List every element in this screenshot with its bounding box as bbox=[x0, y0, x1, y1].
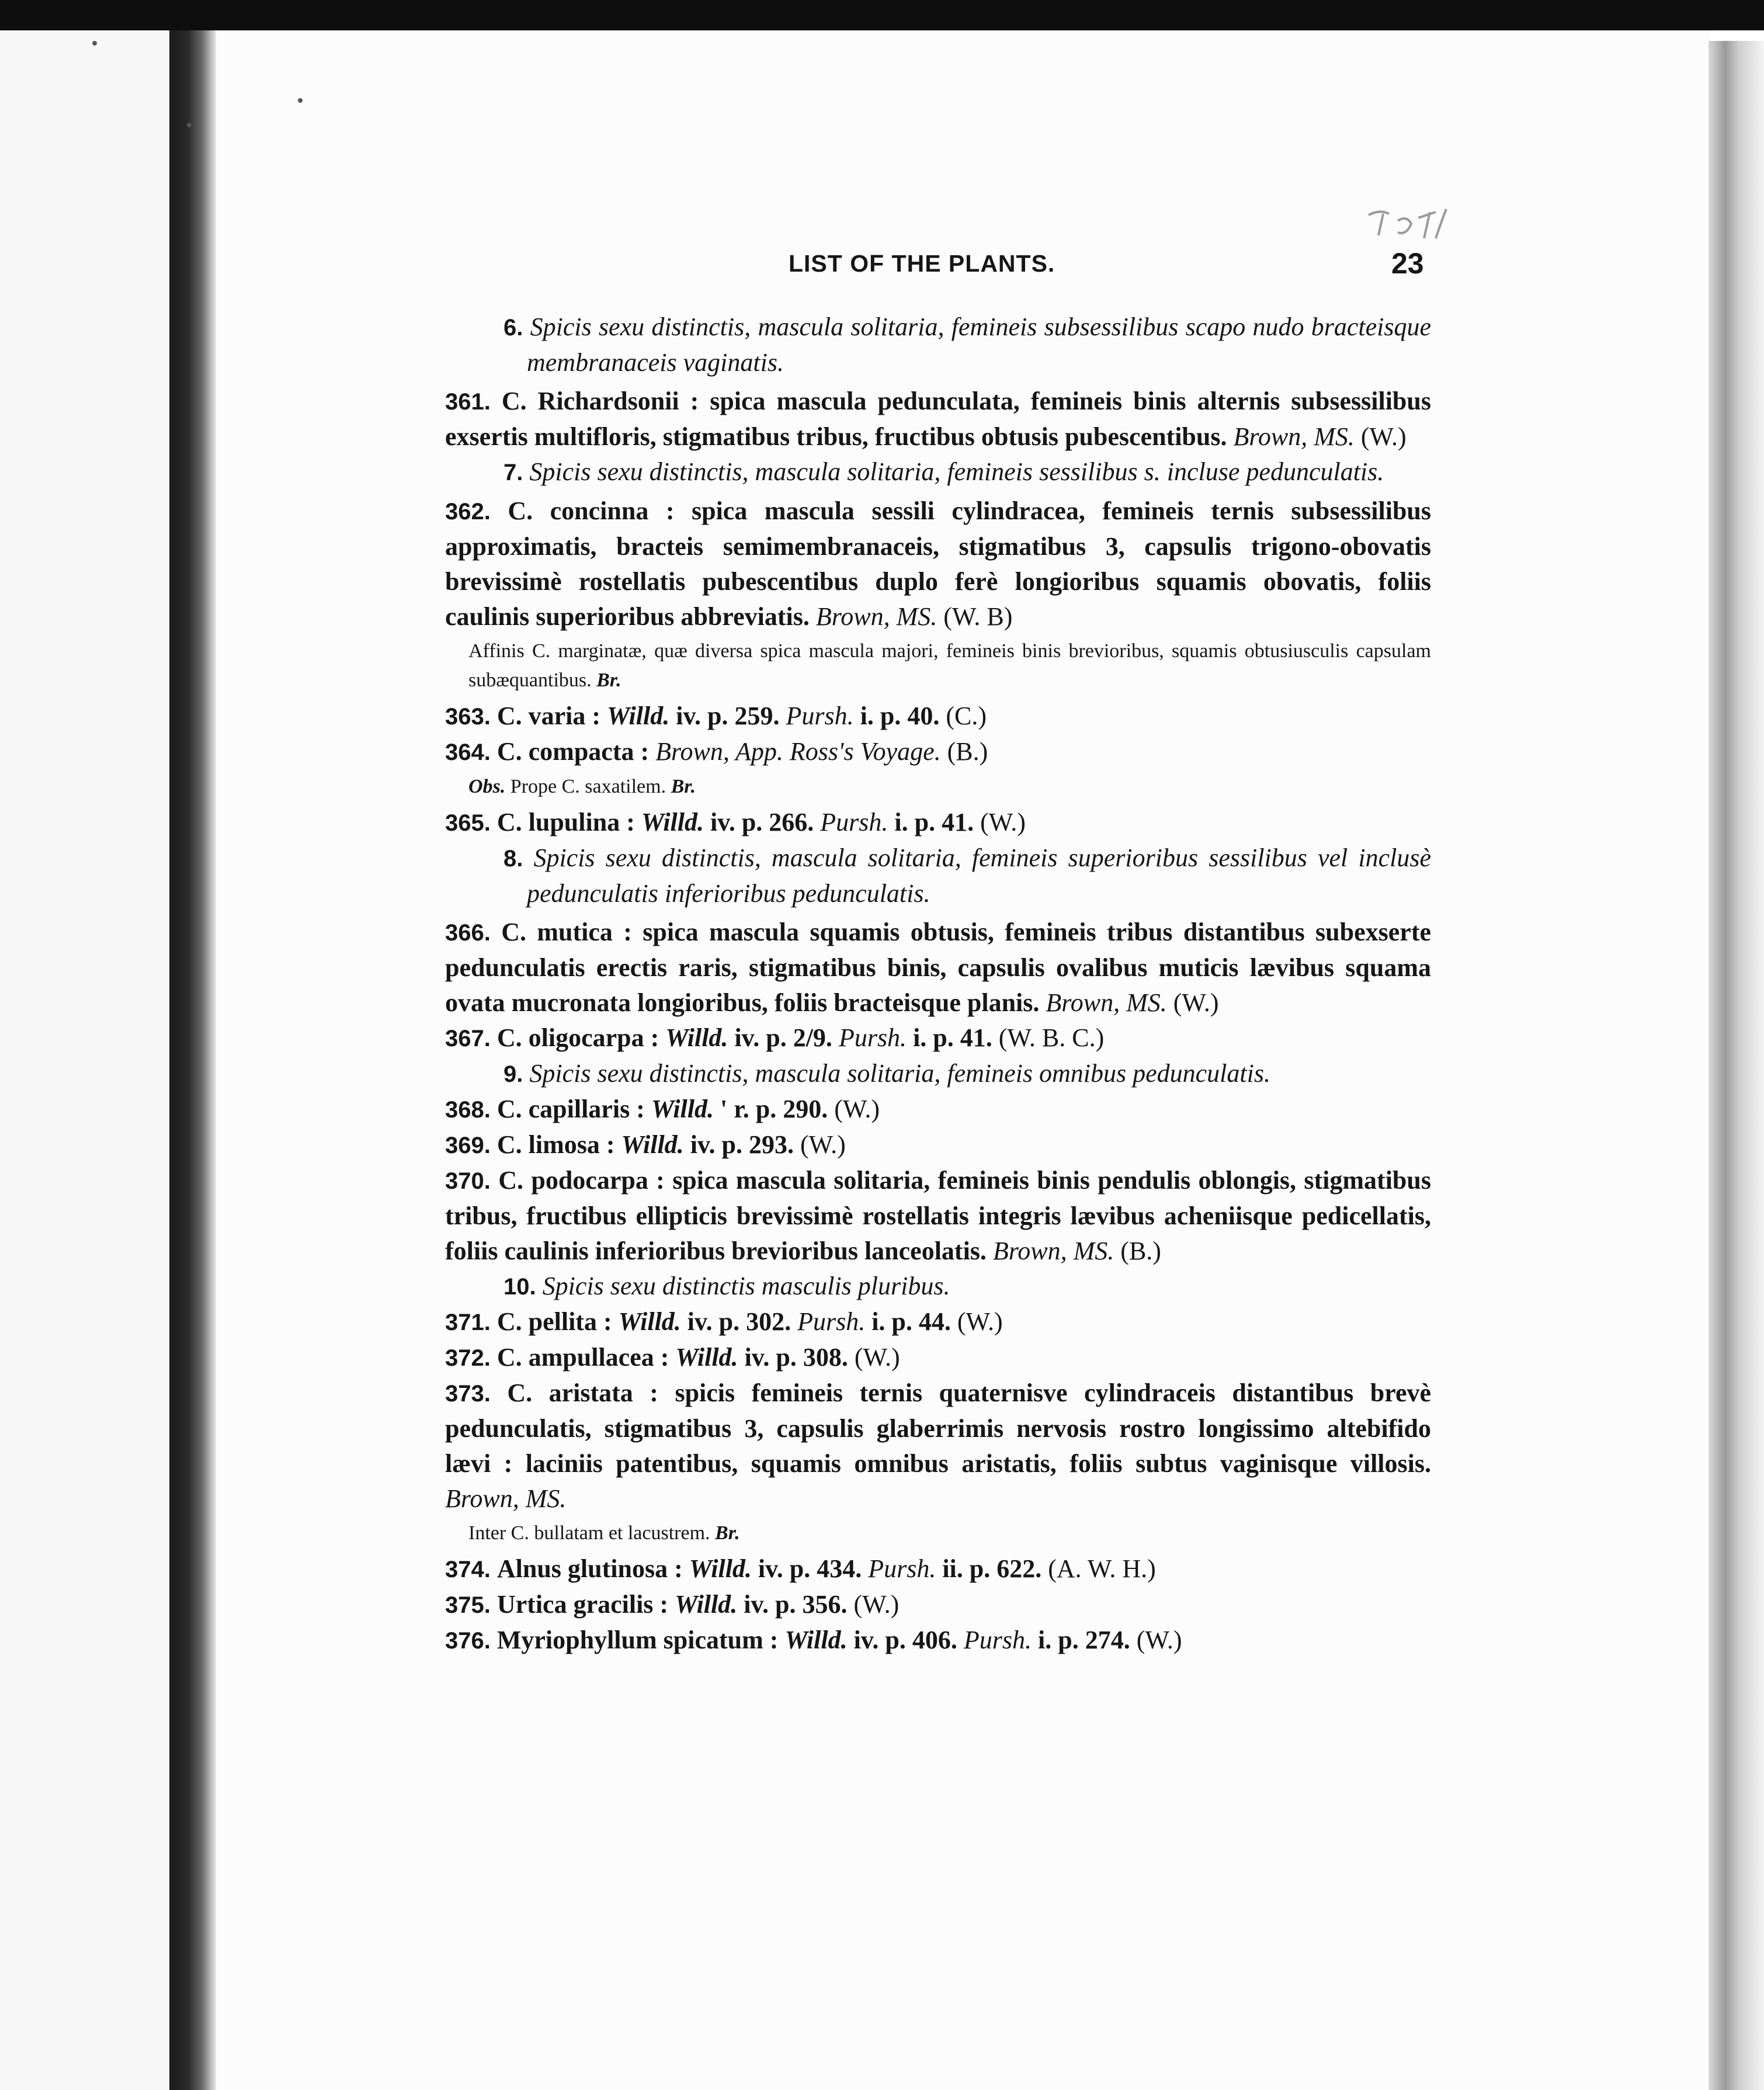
text-body bbox=[445, 310, 1431, 1658]
species-entry: 371. C. pellita : Willd. iv. p. 302. Pursh. i. p. 44. (W.) bbox=[445, 1307, 1003, 1336]
species-entry: 367. C. oligocarpa : Willd. iv. p. 2/9. Pursh. i. p. 41. (W. B. C.) bbox=[445, 1023, 1105, 1052]
species-entry: 368. C. capillaris : Willd. ' r. p. 290. (W.) bbox=[445, 1095, 880, 1123]
book-gutter bbox=[169, 30, 216, 2090]
species-entry: 362. C. concinna : spica mascula sessili cylindracea, femineis ternis subsessilibus approximatis, bracteis semimembranaceis, stigmatibus 3, capsulis trigono-obovatis brevissimè rostellatis pubescentibus duplo ferè longioribus squamis obovatis, foliis caulinis superioribus abbreviatis. Brown, MS. (W. B) bbox=[445, 497, 1432, 631]
species-entry: 369. C. limosa : Willd. iv. p. 293. (W.) bbox=[445, 1130, 846, 1159]
section-heading: 10. Spicis sexu distinctis masculis pluribus. bbox=[503, 1272, 950, 1300]
facing-page-edge bbox=[0, 30, 169, 2090]
scan-speck bbox=[187, 123, 192, 127]
species-entry: 374. Alnus glutinosa : Willd. iv. p. 434. Pursh. ii. p. 622. (A. W. H.) bbox=[445, 1554, 1156, 1583]
section-heading: 9. Spicis sexu distinctis, mascula solitaria, femineis omnibus pedunculatis. bbox=[503, 1059, 1270, 1088]
species-entry: 372. C. ampullacea : Willd. iv. p. 308. (W.) bbox=[445, 1343, 900, 1372]
species-note: Inter C. bullatam et lacustrem. Br. bbox=[468, 1522, 740, 1544]
species-note: Affinis C. marginatæ, quæ diversa spica mascula majori, femineis binis brevioribus, squamis obtusiusculis capsulam subæquantibus. Br. bbox=[468, 640, 1431, 691]
species-entry: 361. C. Richardsonii : spica mascula pedunculata, femineis binis alternis subsessilibus exsertis multifloris, stigmatibus tribus, fructibus obtusis pubescentibus. Brown, MS. (W.) bbox=[445, 387, 1431, 451]
scan-top-border bbox=[0, 0, 1764, 30]
species-entry: 375. Urtica gracilis : Willd. iv. p. 356. (W.) bbox=[445, 1590, 900, 1619]
species-entry: 373. C. aristata : spicis femineis ternis quaternisve cylindraceis distantibus brevè pedunculatis, stigmatibus 3, capsulis glaberrimis nervosis rostro longissimo altebifido lævi : laciniis patentibus, squamis omnibus aristatis, foliis subtus vaginisque villosis. Brown, MS. bbox=[445, 1379, 1432, 1513]
running-head: LIST OF THE PLANTS. bbox=[789, 250, 1055, 277]
scan-speck bbox=[298, 98, 303, 103]
species-entry: 376. Myriophyllum spicatum : Willd. iv. p. 406. Pursh. i. p. 274. (W.) bbox=[445, 1626, 1182, 1654]
species-entry: 365. C. lupulina : Willd. iv. p. 266. Pursh. i. p. 41. (W.) bbox=[445, 808, 1026, 836]
pencil-annotation bbox=[1366, 203, 1447, 250]
page-stack-edge bbox=[1709, 41, 1764, 2090]
section-heading: 7. Spicis sexu distinctis, mascula solitaria, femineis sessilibus s. incluse pedunculatis. bbox=[503, 457, 1384, 486]
species-entry: 366. C. mutica : spica mascula squamis obtusis, femineis tribus distantibus subexserte pedunculatis erectis raris, stigmatibus binis, capsulis ovalibus muticis lævibus squama ovata mucronata longioribus, foliis bracteisque planis. Brown, MS. (W.) bbox=[445, 918, 1432, 1017]
observation-note: Obs. Prope C. saxatilem. Br. bbox=[468, 776, 696, 797]
scan-speck bbox=[92, 41, 97, 46]
section-heading: 6. Spicis sexu distinctis, mascula solitaria, femineis subsessilibus scapo nudo bracteisque membranaceis vaginatis. bbox=[503, 313, 1431, 377]
species-entry: 363. C. varia : Willd. iv. p. 259. Pursh. i. p. 40. (C.) bbox=[445, 702, 987, 730]
species-entry: 370. C. podocarpa : spica mascula solitaria, femineis binis pendulis oblongis, stigmatibus tribus, fructibus ellipticis brevissimè rostellatis integris lævibus acheniisque pedicellatis, foliis caulinis inferioribus brevioribus lanceolatis. Brown, MS. (B.) bbox=[445, 1166, 1432, 1265]
page-number: 23 bbox=[1391, 247, 1424, 280]
species-entry: 364. C. compacta : Brown, App. Ross's Voyage. (B.) bbox=[445, 737, 988, 766]
section-heading: 8. Spicis sexu distinctis, mascula solitaria, femineis superioribus sessilibus vel inclusè pedunculatis inferioribus pedunculatis. bbox=[503, 843, 1431, 908]
